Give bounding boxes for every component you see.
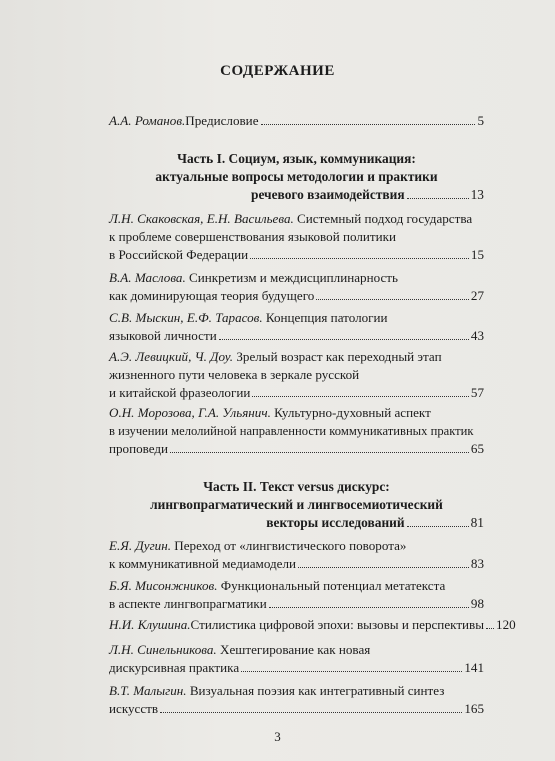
page-number: 81 [470,515,484,530]
page-number: 15 [470,247,484,262]
entry-title-line: Хештегирование как новая [216,642,371,657]
entry-title-line: Зрелый возраст как переходный этап [233,349,442,364]
toc-entry-line [109,246,484,264]
entry-title-line: Культурно-духовный аспект [270,405,431,420]
part-heading-line: актуальные вопросы методологии и практики [155,169,438,184]
part-heading-line [109,186,484,204]
part-heading-text: векторы исследований [266,515,405,530]
toc-entry[interactable] [109,682,484,718]
page-number: 27 [470,288,484,303]
toc-entry[interactable] [109,616,516,634]
toc-entry-line [109,210,484,228]
toc-entry[interactable] [109,269,484,305]
page-number: 120 [496,617,516,632]
entry-title-line: дискурсивная практика [109,660,240,675]
part-heading-line: Часть I. Социум, язык, коммуникация: [177,151,416,166]
page-number: 13 [470,187,484,202]
part-heading-2[interactable] [109,478,484,532]
toc-entry[interactable] [109,348,484,402]
toc-entry[interactable] [109,210,484,264]
toc-entry[interactable] [109,309,484,345]
entry-title-line: к проблеме совершенствования языковой политики [109,229,396,244]
toc-entry[interactable] [109,577,484,613]
entry-title-line: искусств [109,701,159,716]
toc-entry-line [109,595,484,613]
toc-entry-line [109,112,484,130]
entry-authors: Н.И. Клушина. [109,617,191,632]
toc-entry-line [109,659,484,677]
toc-entry-line [109,440,484,458]
page-number: 57 [470,385,484,400]
dot-leader [407,198,469,199]
toc-entry-preface[interactable] [109,112,484,130]
entry-title-line: как доминирующая теория будущего [109,288,315,303]
entry-title-line: проповеди [109,441,169,456]
page-number: 5 [477,113,484,128]
toc-entry-line [109,577,484,595]
toc-entry[interactable] [109,641,484,677]
dot-leader [250,258,469,259]
entry-authors: В.Т. Малыгин. [109,683,187,698]
toc-entry-line [109,616,516,634]
entry-title-line: жизненного пути человека в зеркале русской [109,367,360,382]
dot-leader [241,671,462,672]
dot-leader [170,452,469,453]
page-number: 141 [464,660,484,675]
dot-leader [160,712,462,713]
toc-entry-line [109,348,484,366]
toc-entry-line [109,384,484,402]
entry-title-line: Предисловие [185,113,259,128]
entry-authors: А.А. Романов. [109,113,186,128]
dot-leader [316,299,469,300]
entry-authors: Б.Я. Мисонжников. [109,578,218,593]
dot-leader [407,526,469,527]
entry-title-line: Концепция патологии [262,310,388,325]
entry-title-line: Функциональный потенциал метатекста [217,578,446,593]
toc-entry-line [109,537,484,555]
part-heading-line: лингвопрагматический и лингвосемиотический [150,497,443,512]
page-number: 83 [470,556,484,571]
part-heading-line: Часть II. Текст versus дискурс: [203,479,390,494]
dot-leader [252,396,469,397]
dot-leader [261,124,476,125]
entry-authors: Е.Я. Дугин. [109,538,171,553]
toc-entry[interactable] [109,537,484,573]
part-heading-line [109,514,484,532]
toc-entry-line [109,309,484,327]
entry-title-line: Переход от «лингвистического поворота» [171,538,407,553]
entry-title-line: в изучении мелолийной направленности коммуникативных практик [109,424,474,438]
footer-page-number: 3 [274,729,281,744]
entry-title-line: Стилистика цифровой эпохи: вызовы и перспективы [190,617,485,632]
entry-title-line: к коммуникативной медиамодели [109,556,297,571]
toc-entry-line [109,327,484,345]
entry-title-line: в аспекте лингвопрагматики [109,596,267,611]
toc-entry-line [109,700,484,718]
entry-authors: В.А. Маслова. [109,270,186,285]
toc-entry-line [109,682,484,700]
dot-leader [219,339,469,340]
entry-title-line: и китайской фразеологии [109,385,251,400]
toc-entry-line [109,641,484,659]
page-number: 43 [470,328,484,343]
entry-authors: А.Э. Левицкий, Ч. Доу. [109,349,234,364]
entry-title-line: языковой личности [109,328,217,343]
page-number: 98 [470,596,484,611]
entry-authors: Л.Н. Синельникова. [109,642,217,657]
page-number: 165 [464,701,484,716]
page-title: СОДЕРЖАНИЕ [220,63,335,79]
toc-entry-line [109,287,484,305]
part-heading-text: речевого взаимодействия [251,187,405,202]
page-number: 65 [470,441,484,456]
dot-leader [298,567,469,568]
toc-entry-line [109,269,484,287]
toc-entry-line [109,555,484,573]
toc-entry-line [109,404,484,422]
entry-title-line: в Российской Федерации [109,247,249,262]
dot-leader [486,628,494,629]
entry-authors: О.Н. Морозова, Г.А. Ульянич. [109,405,271,420]
entry-title-line: Синкретизм и междисциплинарность [185,270,398,285]
entry-authors: С.В. Мыскин, Е.Ф. Тарасов. [109,310,263,325]
dot-leader [269,607,469,608]
entry-authors: Л.Н. Скаковская, Е.Н. Васильева. [109,211,294,226]
toc-entry[interactable] [109,404,484,458]
part-heading-1[interactable] [109,150,484,204]
entry-title-line: Визуальная поэзия как интегративный синтез [186,683,445,698]
entry-title-line: Системный подход государства [293,211,473,226]
